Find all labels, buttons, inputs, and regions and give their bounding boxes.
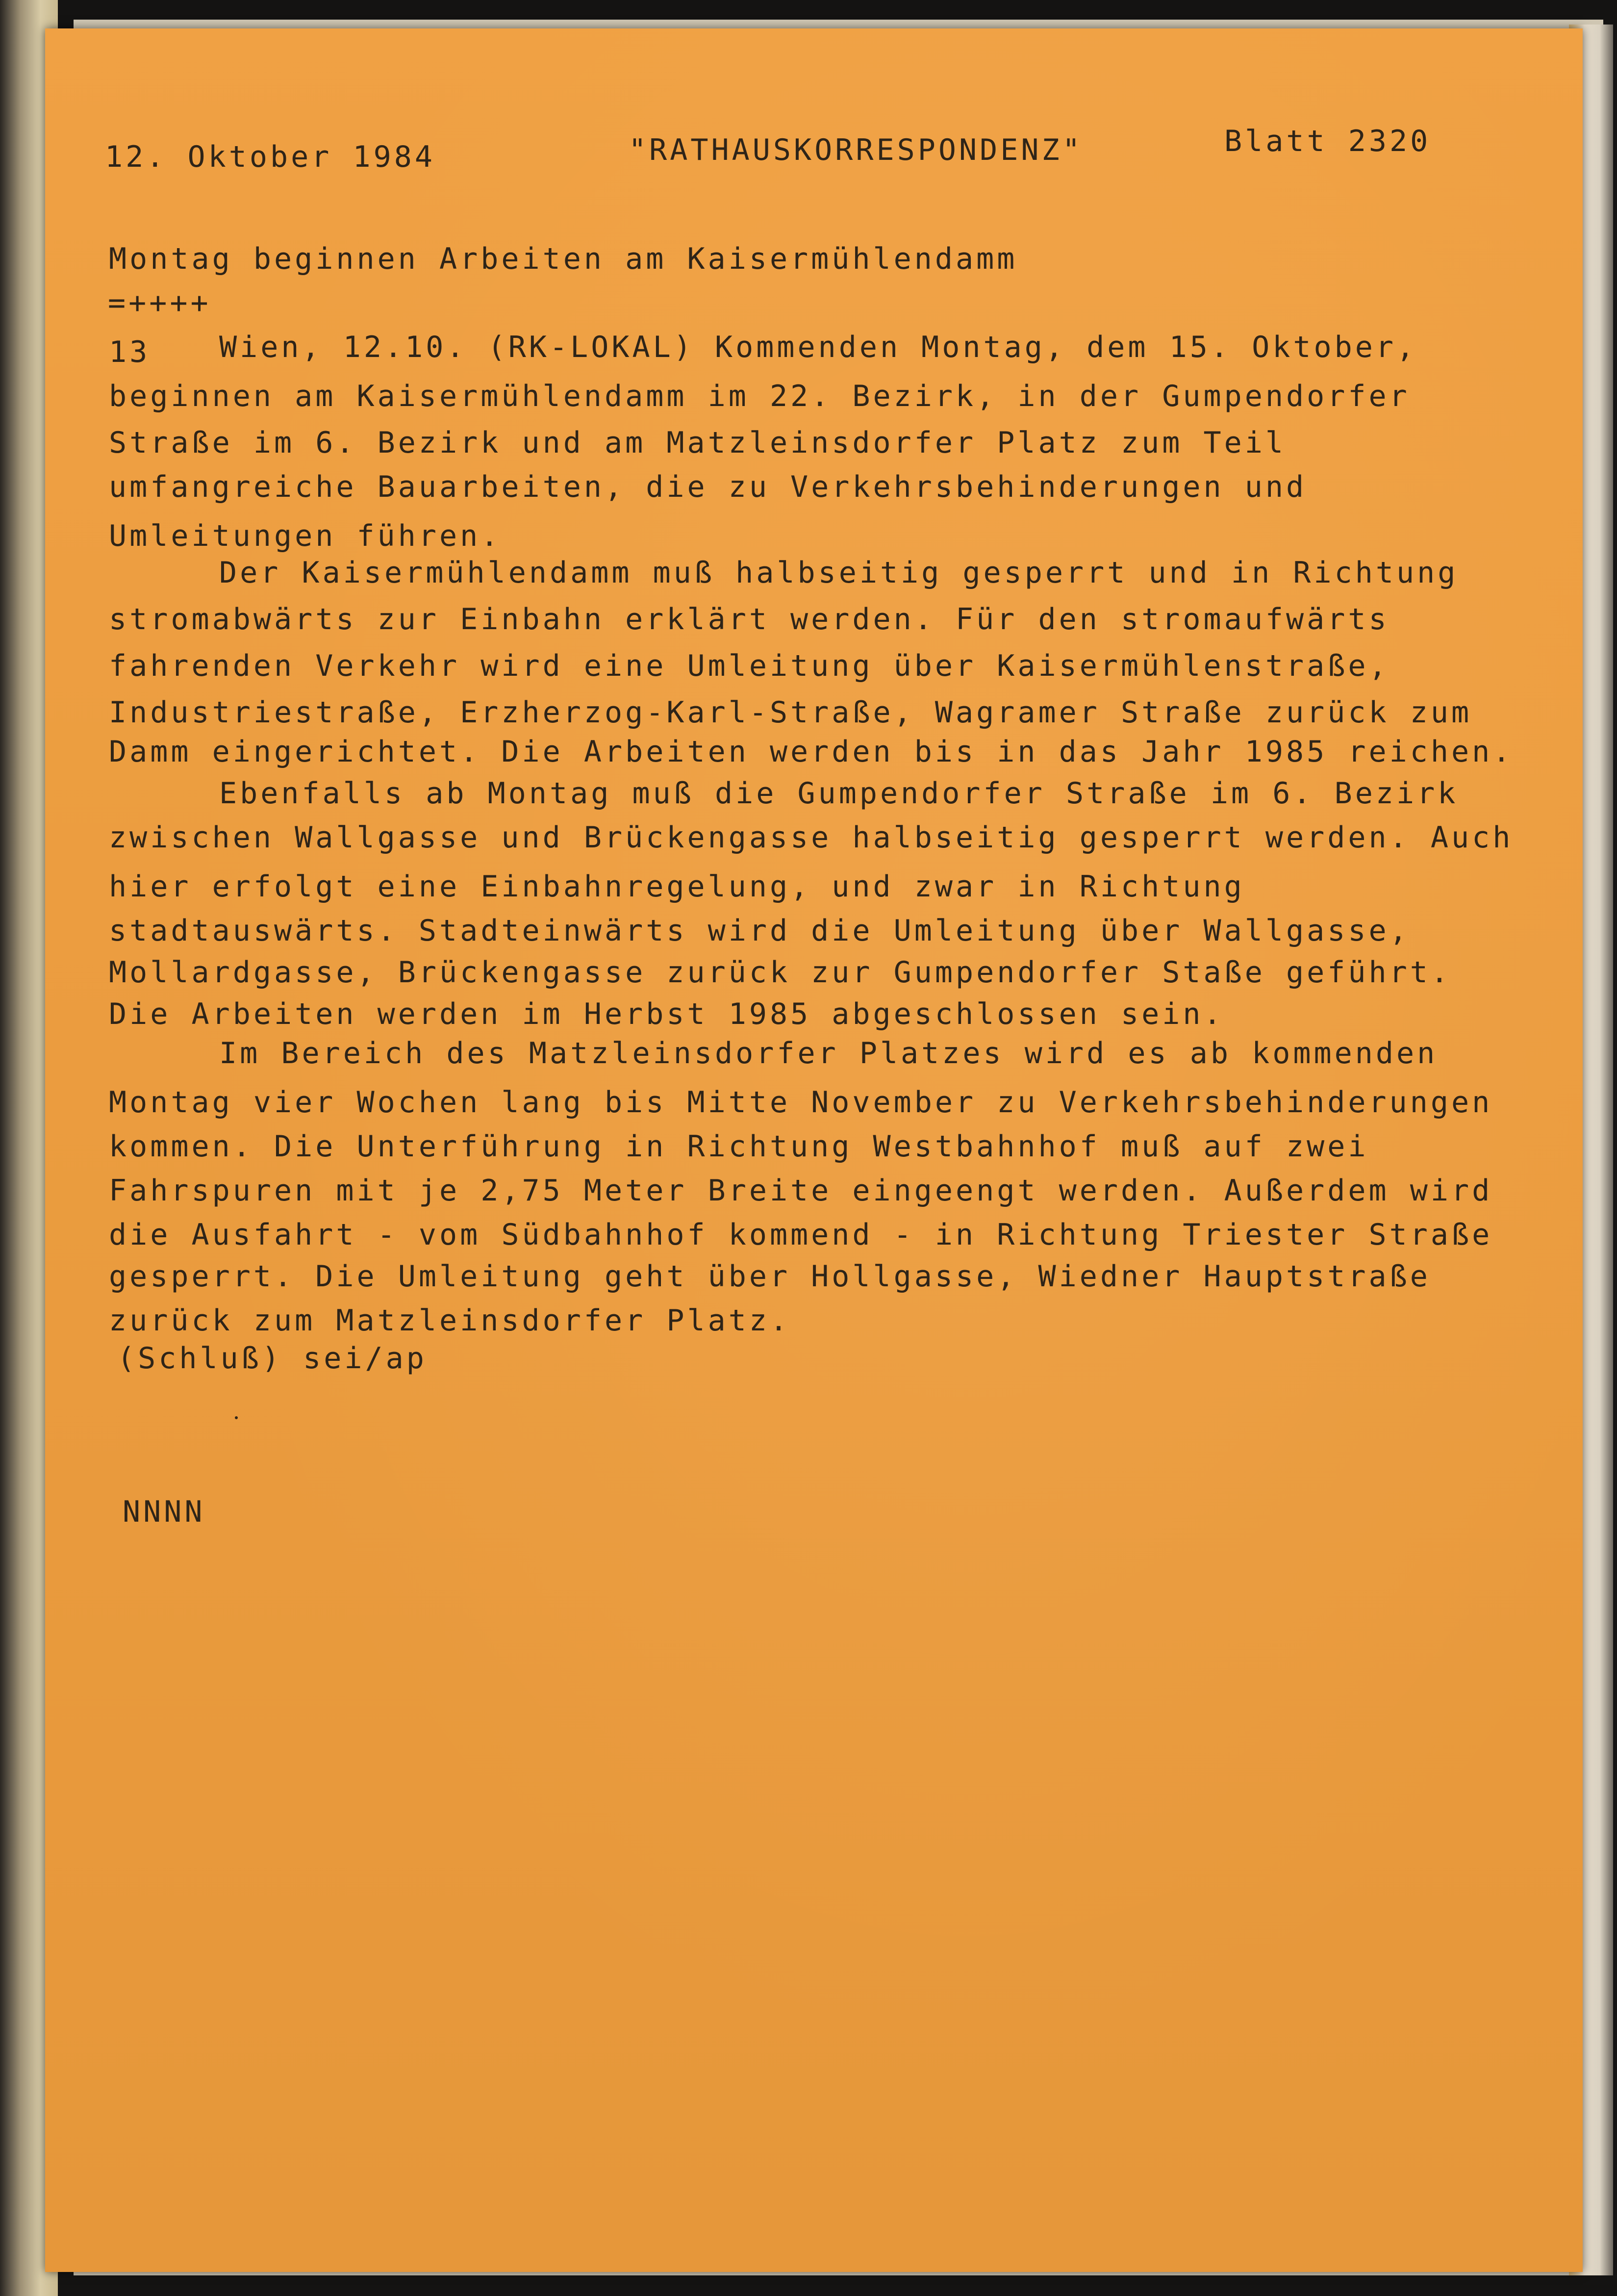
body-line: gesperrt. Die Umleitung geht über Hollgasse, Wiedner Hauptstraße [109,1259,1431,1294]
ink-speck [235,1416,238,1419]
end-marker: NNNN [123,1495,205,1529]
body-line: Montag vier Wochen lang bis Mitte November zu Verkehrsbehinderungen [109,1085,1493,1120]
body-line: Ebenfalls ab Montag muß die Gumpendorfer Straße im 6. Bezirk [219,776,1459,811]
press-release-page [45,28,1583,2272]
body-line: beginnen am Kaisermühlendamm im 22. Bezirk, in der Gumpendorfer [109,379,1410,413]
body-line: stadtauswärts. Stadteinwärts wird die Umleitung über Wallgasse, [109,914,1410,948]
body-line: kommen. Die Unterführung in Richtung Westbahnhof muß auf zwei [109,1129,1369,1164]
body-line: umfangreiche Bauarbeiten, die zu Verkehrsbehinderungen und [109,470,1307,504]
body-line: die Ausfahrt - vom Südbahnhof kommend - in Richtung Triester Straße [109,1218,1493,1252]
body-line: Mollardgasse, Brückengasse zurück zur Gumpendorfer Staße geführt. [109,955,1451,990]
body-line: zurück zum Matzleinsdorfer Platz. [109,1303,791,1338]
article-headline: Montag beginnen Arbeiten am Kaisermühlendamm [109,242,1018,276]
article-number: 13 [109,335,151,369]
separator-marker: =++++ [108,286,211,320]
body-line: Im Bereich des Matzleinsdorfer Platzes wird es ab kommenden [219,1036,1438,1071]
body-line: stromabwärts zur Einbahn erklärt werden. Für den stromaufwärts [109,602,1390,637]
body-line: zwischen Wallgasse und Brückengasse halbseitig gesperrt werden. Auch [109,820,1514,855]
body-line: Industriestraße, Erzherzog-Karl-Straße, Wagramer Straße zurück zum [109,695,1472,730]
body-line: Straße im 6. Bezirk und am Matzleinsdorfer Platz zum Teil [109,426,1287,460]
closing-signature: (Schluß) sei/ap [117,1341,427,1376]
body-line: Umleitungen führen. [109,519,502,553]
release-date: 12. Oktober 1984 [105,140,435,174]
sheet-number: Blatt 2320 [1224,124,1431,158]
publication-title: "RATHAUSKORRESPONDENZ" [629,133,1083,167]
body-line: fahrenden Verkehr wird eine Umleitung über Kaisermühlenstraße, [109,649,1390,683]
body-line: Der Kaisermühlendamm muß halbseitig gesperrt und in Richtung [219,556,1459,590]
body-line: Damm eingerichtet. Die Arbeiten werden bis in das Jahr 1985 reichen. [109,735,1514,769]
body-line: hier erfolgt eine Einbahnregelung, und zwar in Richtung [109,869,1245,904]
body-line: Fahrspuren mit je 2,75 Meter Breite eingeengt werden. Außerdem wird [109,1174,1493,1208]
body-line: Die Arbeiten werden im Herbst 1985 abgeschlossen sein. [109,997,1224,1031]
body-line: Wien, 12.10. (RK-LOKAL) Kommenden Montag, dem 15. Oktober, [219,330,1417,364]
